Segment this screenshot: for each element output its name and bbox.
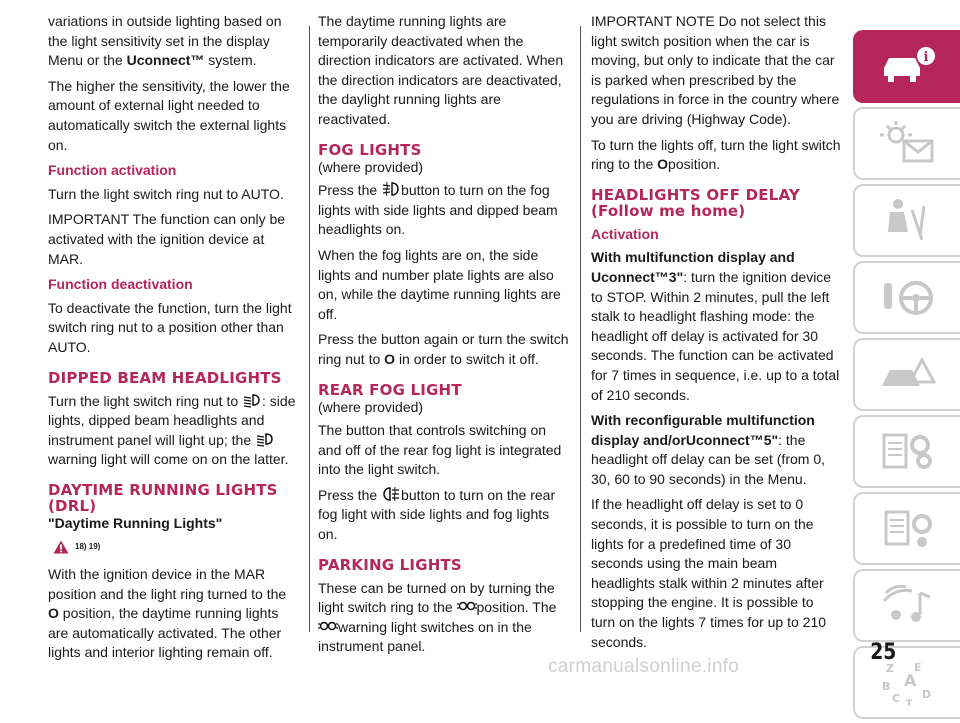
paragraph: The higher the sensitivity, the lower the amount of external light needed to automatically switch the external lights on. [48,77,290,153]
paragraph: Press the button to turn on the rear fog light with side lights and fog lights on. [318,486,556,543]
warning-ref-numbers: 18) 19) [75,542,101,552]
paragraph: With multifunction display and Uconnect™3": turn the ignition device to STOP. Within 2 minutes, pull the left stalk to headlight flashing mode: the headlight off delay is activated for 30 seconds. The function can be activated for 7 times in sequence, i.e. up to a total of 210 seconds. [591,249,840,403]
car-breakdown-icon [876,350,940,400]
svg-text:A: A [903,670,916,690]
paragraph: Turn the light switch ring nut to AUTO. [48,185,284,202]
paragraph: The button that controls switching on and off of the rear fog light is integrated into the light switch. [318,422,562,478]
column-2 [318,12,570,663]
paragraph: Turn the light switch ring nut to : side lights, dipped beam headlights and instrument panel will light up; the warning light will come on on the latter. [48,392,296,468]
watermark: carmanualsonline.info [548,656,740,677]
heading-dipped-beam: DIPPED BEAM HEADLIGHTS [48,368,282,387]
where-provided: (where provided) [318,398,424,415]
car-info-icon [876,42,940,92]
multimedia-icon [876,581,940,631]
paragraph: With the ignition device in the MAR position and the light ring turned to the O position, the daytime running lights are automatically activated. The other lights and interior lighting remain off. [48,566,287,661]
paragraph: To turn the lights off, turn the light switch ring to the Oposition. [591,136,841,173]
parking-lights-icon [457,598,477,614]
heading-parking-lights: PARKING LIGHTS [318,555,462,574]
dipped-beam-icon [255,431,275,447]
svg-text:T: T [905,698,912,708]
heading-drl: DAYTIME RUNNING LIGHTS (DRL) [48,480,278,515]
warning-ref [53,537,298,557]
page-number: 25 [870,640,897,665]
drl-subtitle: "Daytime Running Lights" [48,514,223,531]
key-steering-wheel-icon [876,273,940,323]
tab-emergency[interactable] [853,338,960,411]
heading-headlights-off-delay: HEADLIGHTS OFF DELAY (Follow me home) [591,185,800,220]
tab-safety[interactable] [853,184,960,257]
paragraph: When the fog lights are on, the side lights and number plate lights are also on, while the daytime running lights are off. [318,246,561,322]
where-provided: (where provided) [318,158,424,175]
tab-warning-lights[interactable] [853,107,960,180]
paragraph: variations in outside lighting based on the light sensitivity set in the display Menu or the Uconnect™ system. [48,13,282,69]
svg-text:C: C [891,691,900,705]
column-divider [309,26,310,632]
svg-text:Z: Z [885,661,894,675]
paragraph: The daytime running lights are temporarily deactivated when the direction indicators are activated. When the direction indicators are deactivated, the daylight running lights are reactivated. [318,13,564,127]
paragraph: IMPORTANT The function can only be activated with the ignition device at MAR. [48,211,286,267]
tab-technical-data[interactable] [853,492,960,565]
parking-lights-icon [318,618,338,634]
paragraph: Press the button again or turn the switch ring nut to O in order to switch it off. [318,331,569,367]
svg-text:D: D [921,687,931,701]
tab-multimedia[interactable] [853,569,960,642]
front-fog-light-icon [381,181,401,197]
svg-text:E: E [913,660,922,674]
tab-index[interactable] [853,646,960,719]
svg-text:i: i [923,49,928,65]
warning-lights-icon [876,119,940,169]
paragraph: Press the button to turn on the fog lights with side lights and dipped beam headlights on. [318,182,558,238]
technical-data-icon [876,504,940,554]
chapter-tabs [853,30,960,723]
paragraph: To deactivate the function, turn the light switch ring nut to a position other than AUTO. [48,299,292,355]
paragraph: IMPORTANT NOTE Do not select this light switch position when the car is moving, but only to indicate that the car is parked when prescribed by the regulations in force in the country where you are driving (Highway Code). [591,13,840,127]
svg-text:B: B [881,679,890,693]
heading-rear-fog-light: REAR FOG LIGHT [318,380,462,399]
subheading-function-activation: Function activation [48,162,177,179]
maintenance-gears-icon [876,427,940,477]
warning-triangle-icon [53,540,69,554]
column-1 [48,12,298,669]
paragraph: With reconfigurable multifunction display and/orUconnect™5": the headlight off delay can be set (from 0, 30, 60 to 90 seconds) in the Menu. [591,412,825,487]
column-3 [591,12,841,658]
tab-starting-driving[interactable] [853,261,960,334]
subheading-function-deactivation: Function deactivation [48,276,193,293]
rear-fog-light-icon [381,486,401,502]
subheading-activation: Activation [591,225,659,242]
tab-car-info[interactable] [853,30,960,103]
column-divider [580,26,581,632]
tab-maintenance[interactable] [853,415,960,488]
alphabetical-index-icon [876,658,940,708]
dipped-beam-icon [242,392,262,408]
seat-belt-airbag-icon [876,196,940,246]
paragraph: These can be turned on by turning the light switch ring to the position. The warning light switches on in the instrument panel. [318,579,557,655]
heading-fog-lights: FOG LIGHTS [318,140,422,159]
paragraph: If the headlight off delay is set to 0 seconds, it is possible to turn on the lights for a predefined time of 30 seconds using the main beam headlights stalk within 2 minutes after stopping the engine. It is possible to turn on the lights 7 times for up to 210 seconds. [591,496,827,650]
